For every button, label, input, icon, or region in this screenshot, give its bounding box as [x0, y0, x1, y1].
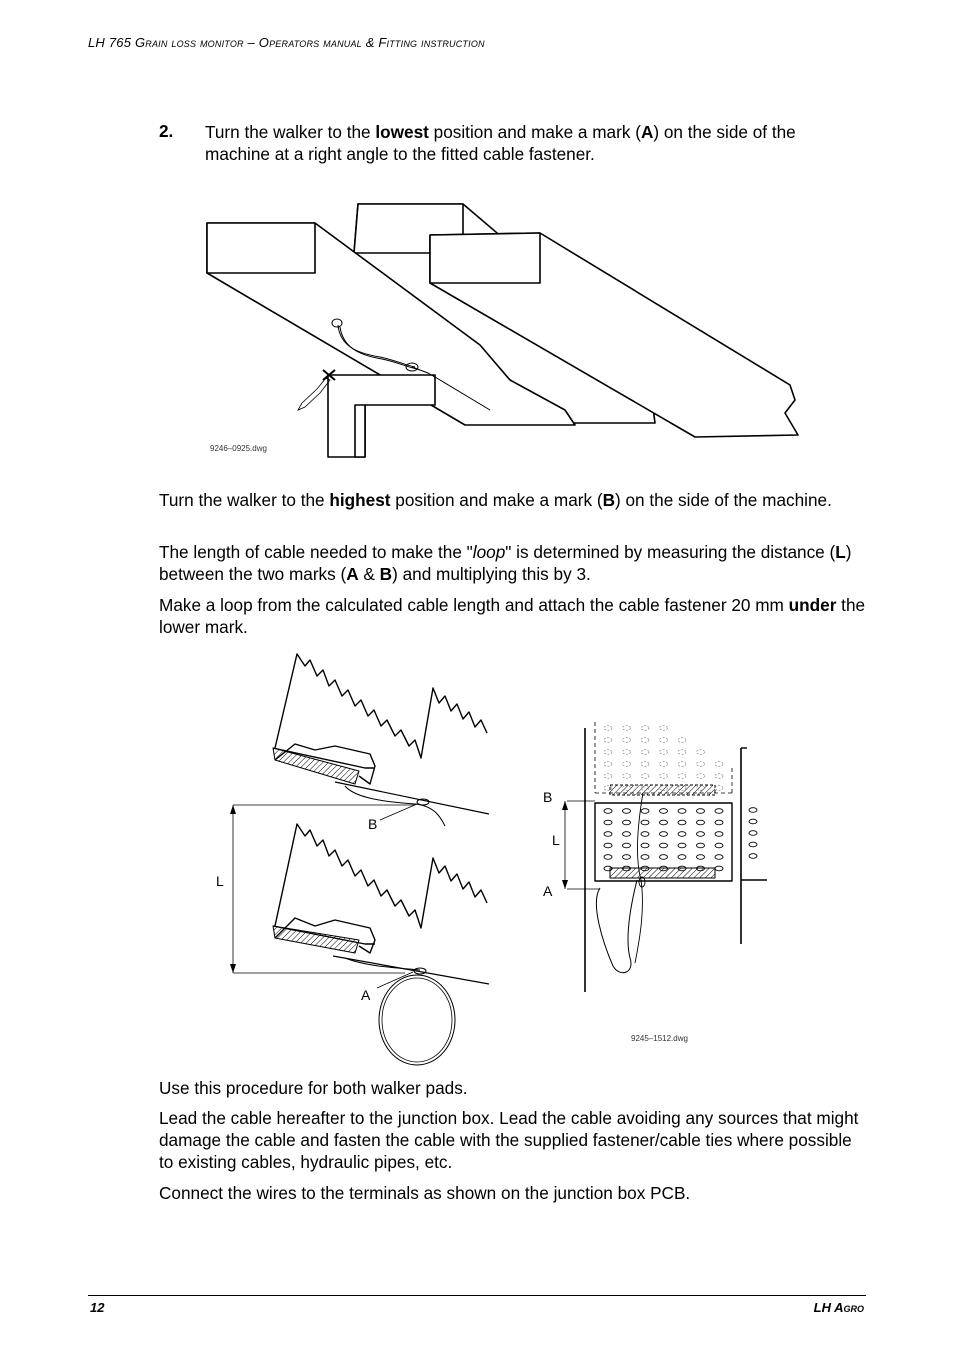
perforation-hole	[697, 832, 705, 837]
perforation-hole	[660, 832, 668, 837]
perforation-hole	[641, 843, 649, 848]
step-2-text: Turn the walker to the lowest position and make a mark (A) on the side of the machine at a right angle to the fitted cable fastener.	[205, 122, 796, 164]
perforation-hole	[604, 843, 612, 848]
perforation-hole	[715, 832, 723, 837]
footer-brand: LH Agro	[813, 1300, 864, 1315]
page-number: 12	[90, 1300, 105, 1315]
perforation-hole	[715, 774, 723, 779]
perforation-hole	[660, 820, 668, 825]
figure2-filename: 9245–1512.dwg	[631, 1034, 688, 1043]
perforation-hole	[641, 762, 649, 767]
figure-walker-lowest	[180, 195, 820, 465]
perforation-hole	[623, 738, 631, 743]
perforation-hole	[715, 762, 723, 767]
perforation-hole	[641, 738, 649, 743]
perforation-hole	[604, 762, 612, 767]
perforation-hole	[697, 750, 705, 755]
perforation-hole	[623, 820, 631, 825]
label-l-left: L	[216, 873, 224, 889]
perforation-hole	[641, 774, 649, 779]
perforation-hole	[715, 786, 723, 791]
perforation-hole	[604, 726, 612, 731]
perforation-hole	[660, 762, 668, 767]
perforation-hole	[641, 809, 649, 814]
perforation-hole	[604, 738, 612, 743]
perforation-hole	[697, 855, 705, 860]
paragraph-lead-cable: Lead the cable hereafter to the junction box. Lead the cable avoiding any sources that might damage the cable and fasten the cable with the supplied fastener/cable ties where possible to existing cables, hydraulic pipes, etc.	[159, 1108, 859, 1172]
perforation-hole	[641, 855, 649, 860]
perforation-hole	[749, 854, 757, 859]
header-title-prefix: LH 765	[88, 35, 135, 50]
perforation-hole	[641, 750, 649, 755]
perforation-hole	[749, 831, 757, 836]
perforation-hole	[604, 809, 612, 814]
perforation-hole	[623, 726, 631, 731]
perforation-hole	[660, 726, 668, 731]
perforation-hole	[660, 809, 668, 814]
step-number: 2.	[159, 121, 174, 141]
figure1-filename: 9246–0925.dwg	[210, 444, 267, 453]
perforation-hole	[641, 820, 649, 825]
perforation-hole	[697, 809, 705, 814]
perforation-hole	[623, 855, 631, 860]
perforation-hole	[623, 843, 631, 848]
running-header	[88, 35, 485, 50]
perforation-hole	[678, 832, 686, 837]
perforation-hole	[715, 820, 723, 825]
perforation-hole	[697, 774, 705, 779]
perforation-hole	[678, 738, 686, 743]
perforation-hole	[715, 809, 723, 814]
perforation-hole	[660, 738, 668, 743]
perforation-hole	[678, 820, 686, 825]
perforation-hole	[678, 855, 686, 860]
perforation-hole	[604, 750, 612, 755]
perforation-hole	[749, 842, 757, 847]
label-l-right: L	[552, 832, 560, 848]
perforation-hole	[641, 726, 649, 731]
paragraph-highest: Turn the walker to the highest position and make a mark (B) on the side of the machine.	[159, 490, 832, 510]
perforation-hole	[749, 808, 757, 813]
perforation-hole	[604, 855, 612, 860]
perforation-hole	[749, 819, 757, 824]
label-a-right: A	[543, 883, 553, 899]
perforation-hole	[660, 750, 668, 755]
header-title-rest: Grain loss monitor – Operators manual & Fitting instruction	[134, 35, 485, 50]
perforation-hole	[660, 843, 668, 848]
label-b-left: B	[368, 816, 378, 832]
label-a-left: A	[361, 987, 371, 1003]
perforation-hole	[697, 762, 705, 767]
label-b-right: B	[543, 789, 553, 805]
perforation-hole	[715, 866, 723, 871]
perforation-hole	[660, 774, 668, 779]
perforation-hole	[660, 855, 668, 860]
perforation-hole	[641, 832, 649, 837]
perforation-hole	[623, 750, 631, 755]
perforation-hole	[623, 762, 631, 767]
perforation-hole	[623, 832, 631, 837]
perforation-hole	[604, 774, 612, 779]
perforation-hole	[715, 855, 723, 860]
perforation-hole	[604, 820, 612, 825]
perforation-hole	[697, 843, 705, 848]
perforation-hole	[604, 832, 612, 837]
perforation-hole	[623, 774, 631, 779]
footer-rule	[88, 1295, 866, 1296]
perforation-hole	[678, 750, 686, 755]
perforation-hole	[715, 843, 723, 848]
perforation-hole	[623, 809, 631, 814]
paragraph-both-pads: Use this procedure for both walker pads.	[159, 1078, 468, 1098]
perforation-hole	[678, 843, 686, 848]
paragraph-loop: The length of cable needed to make the "loop" is determined by measuring the distance (L) between the two marks (A & B) and multiplying this by 3.	[159, 542, 852, 584]
perforation-hole	[697, 820, 705, 825]
paragraph-connect-wires: Connect the wires to the terminals as shown on the junction box PCB.	[159, 1183, 691, 1203]
figure-cable-loop	[205, 648, 775, 1068]
perforation-hole	[678, 774, 686, 779]
paragraph-make-loop: Make a loop from the calculated cable length and attach the cable fastener 20 mm under the lower mark.	[159, 595, 866, 637]
perforation-hole	[678, 809, 686, 814]
perforation-hole	[678, 762, 686, 767]
